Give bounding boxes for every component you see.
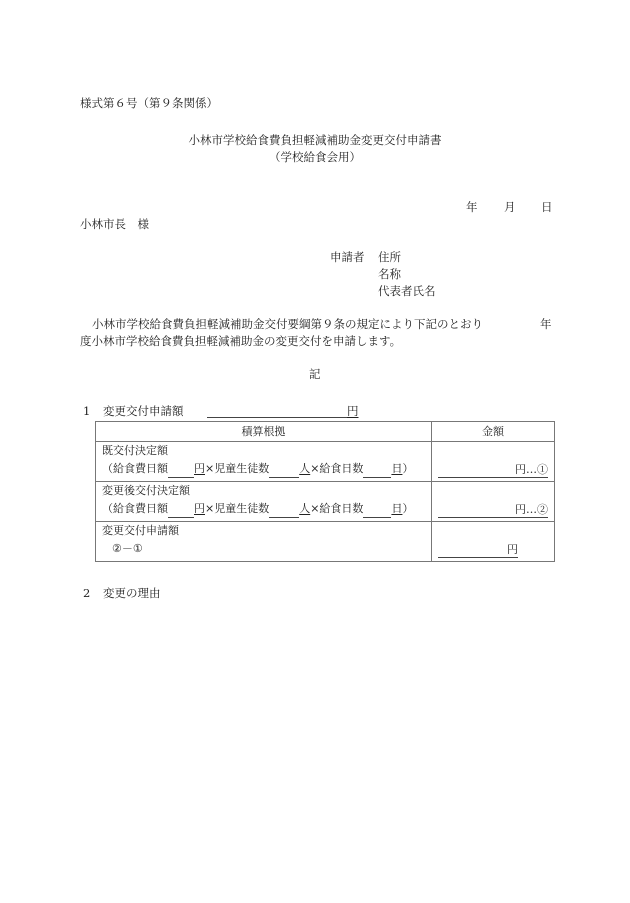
amount-cell[interactable]: 円…② bbox=[432, 482, 555, 522]
document-title: 小林市学校給食費負担軽減補助金変更交付申請書 bbox=[188, 133, 442, 147]
section-1-number: 1 bbox=[83, 404, 91, 418]
date-year-label: 年 bbox=[466, 200, 478, 214]
formula-line: （給食費日額 円×児童生徒数 人×給食日数 日） bbox=[102, 460, 425, 478]
formula-line: （給食費日額 円×児童生徒数 人×給食日数 日） bbox=[102, 500, 425, 518]
form-id: 様式第６号（第９条関係） bbox=[80, 96, 218, 110]
document-subtitle: （学校給食会用） bbox=[269, 150, 361, 164]
applicant-name-label: 名称 bbox=[378, 267, 401, 281]
date-month-label: 月 bbox=[504, 200, 516, 214]
student-count-field[interactable] bbox=[269, 505, 299, 518]
body-line-1: 小林市学校給食費負担軽減補助金交付要綱第９条の規定により下記のとおり bbox=[92, 317, 483, 331]
section-1-label: 変更交付申請額 bbox=[103, 404, 184, 418]
date-day-label: 日 bbox=[541, 200, 553, 214]
amount-cell[interactable]: 円 bbox=[432, 522, 555, 562]
header-basis: 積算根拠 bbox=[96, 422, 432, 442]
daily-rate-field[interactable] bbox=[168, 505, 194, 518]
applicant-label: 申請者 bbox=[330, 250, 365, 264]
calculation-table bbox=[95, 421, 555, 562]
daily-rate-field[interactable] bbox=[168, 465, 194, 478]
basis-cell bbox=[96, 482, 432, 522]
requested-amount-field[interactable] bbox=[207, 404, 359, 418]
row-title: 変更後交付決定額 bbox=[102, 484, 190, 497]
basis-cell bbox=[96, 522, 432, 562]
ki-heading: 記 bbox=[309, 367, 321, 381]
yen-unit: 円 bbox=[347, 404, 359, 418]
meal-days-field[interactable] bbox=[363, 465, 391, 478]
basis-cell bbox=[96, 442, 432, 482]
row-title: 変更交付申請額 bbox=[102, 524, 179, 537]
meal-days-field[interactable] bbox=[363, 505, 391, 518]
section-2-label: 変更の理由 bbox=[103, 586, 161, 600]
applicant-representative-label: 代表者氏名 bbox=[378, 284, 436, 298]
table-row bbox=[96, 442, 555, 482]
table-row bbox=[96, 522, 555, 562]
body-line-2: 度小林市学校給食費負担軽減補助金の変更交付を申請します。 bbox=[80, 334, 402, 348]
formula-line: ②－① bbox=[112, 542, 143, 555]
header-amount: 金額 bbox=[432, 422, 555, 442]
row-title: 既交付決定額 bbox=[102, 444, 168, 457]
student-count-field[interactable] bbox=[269, 465, 299, 478]
section-2-number: 2 bbox=[83, 586, 91, 600]
addressee: 小林市長 様 bbox=[80, 217, 149, 231]
body-line-1-year: 年 bbox=[540, 317, 552, 331]
table-row bbox=[96, 482, 555, 522]
applicant-address-label: 住所 bbox=[378, 250, 401, 264]
amount-cell[interactable]: 円…① bbox=[432, 442, 555, 482]
